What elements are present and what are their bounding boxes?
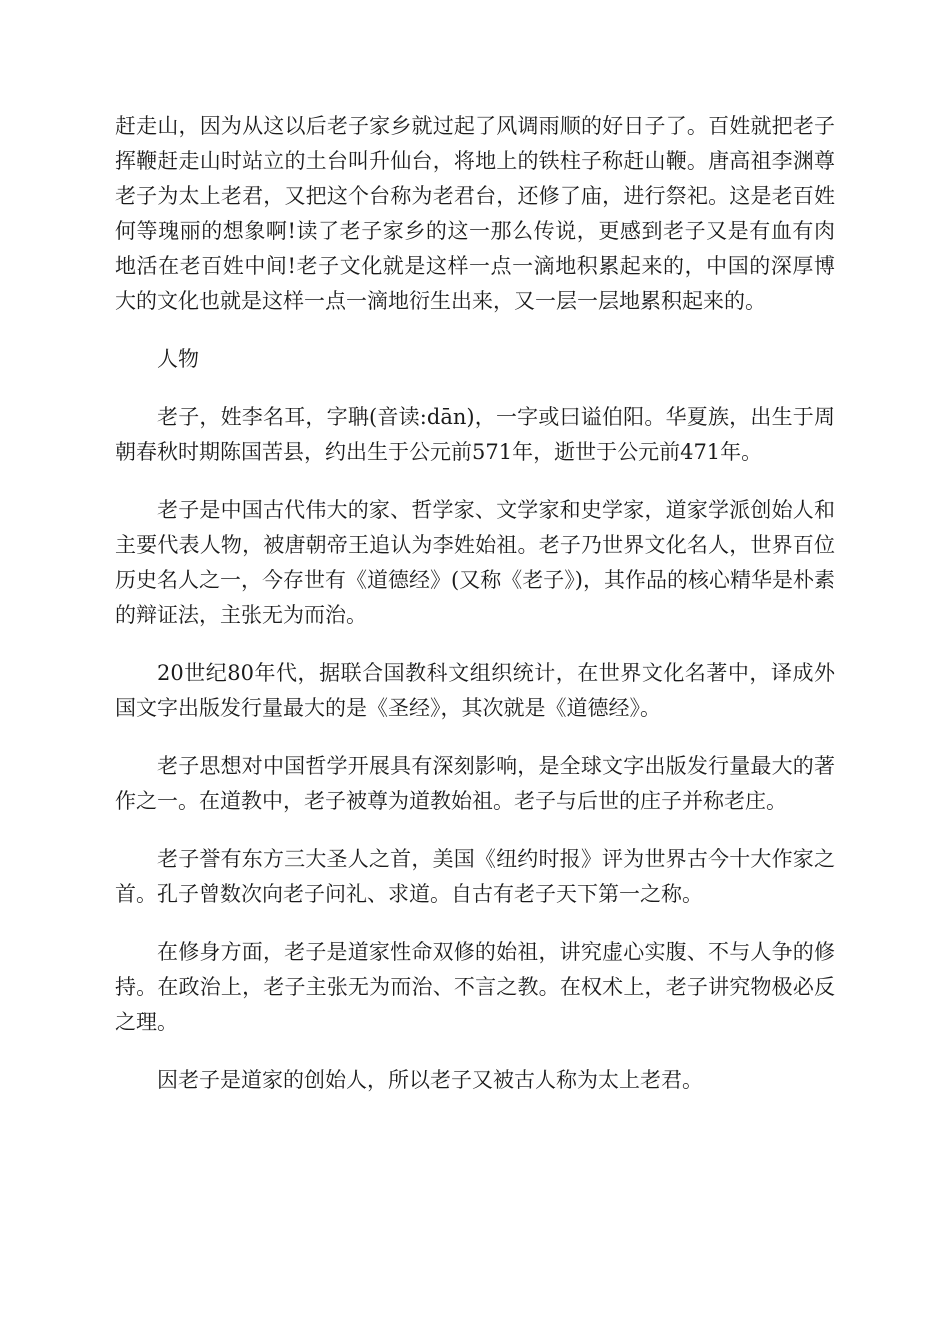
paragraph-taishang-laojun: 因老子是道家的创始人，所以老子又被古人称为太上老君。 xyxy=(157,1068,703,1092)
document-body xyxy=(115,109,835,1121)
paragraph-laozi-bio: 老子，姓李名耳，字聃(音读:dān)，一字或曰谥伯阳。华夏族，出生于周朝春秋时期陈国苦县，约出生于公元前571年，逝世于公元前471年。 xyxy=(115,405,835,464)
paragraph-influence: 老子思想对中国哲学开展具有深刻影响，是全球文字出版发行量最大的著作之一。在道教中，老子被尊为道教始祖。老子与后世的庄子并称老庄。 xyxy=(115,754,835,813)
paragraph-laozi-philosopher: 老子是中国古代伟大的家、哲学家、文学家和史学家，道家学派创始人和主要代表人物，被唐朝帝王追认为李姓始祖。老子乃世界文化名人，世界百位历史名人之一，今存世有《道德经》(又称《老子》)，其作品的核心精华是朴素的辩证法，主张无为而治。 xyxy=(115,498,835,627)
paragraph-three-sages: 老子誉有东方三大圣人之首，美国《纽约时报》评为世界古今十大作家之首。孔子曾数次向老子问礼、求道。自古有老子天下第一之称。 xyxy=(115,847,835,906)
paragraph-self-cultivation: 在修身方面，老子是道家性命双修的始祖，讲究虚心实腹、不与人争的修持。在政治上，老子主张无为而治、不言之教。在权术上，老子讲究物极必反之理。 xyxy=(115,940,835,1034)
section-heading-figure: 人物 xyxy=(157,347,199,371)
paragraph-legend-continuation: 赶走山，因为从这以后老子家乡就过起了风调雨顺的好日子了。百姓就把老子挥鞭赶走山时站立的土台叫升仙台，将地上的铁柱子称赶山鞭。唐高祖李渊尊老子为太上老君，又把这个台称为老君台，还修了庙，进行祭祀。这是老百姓何等瑰丽的想象啊!读了老子家乡的这一那么传说，更感到老子又是有血有肉地活在老百姓中间!老子文化就是这样一点一滴地积累起来的，中国的深厚博大的文化也就是这样一点一滴地衍生出来，又一层一层地累积起来的。 xyxy=(115,114,835,313)
paragraph-unesco-statistics: 20世纪80年代，据联合国教科文组织统计，在世界文化名著中，译成外国文字出版发行量最大的是《圣经》，其次就是《道德经》。 xyxy=(115,661,835,720)
